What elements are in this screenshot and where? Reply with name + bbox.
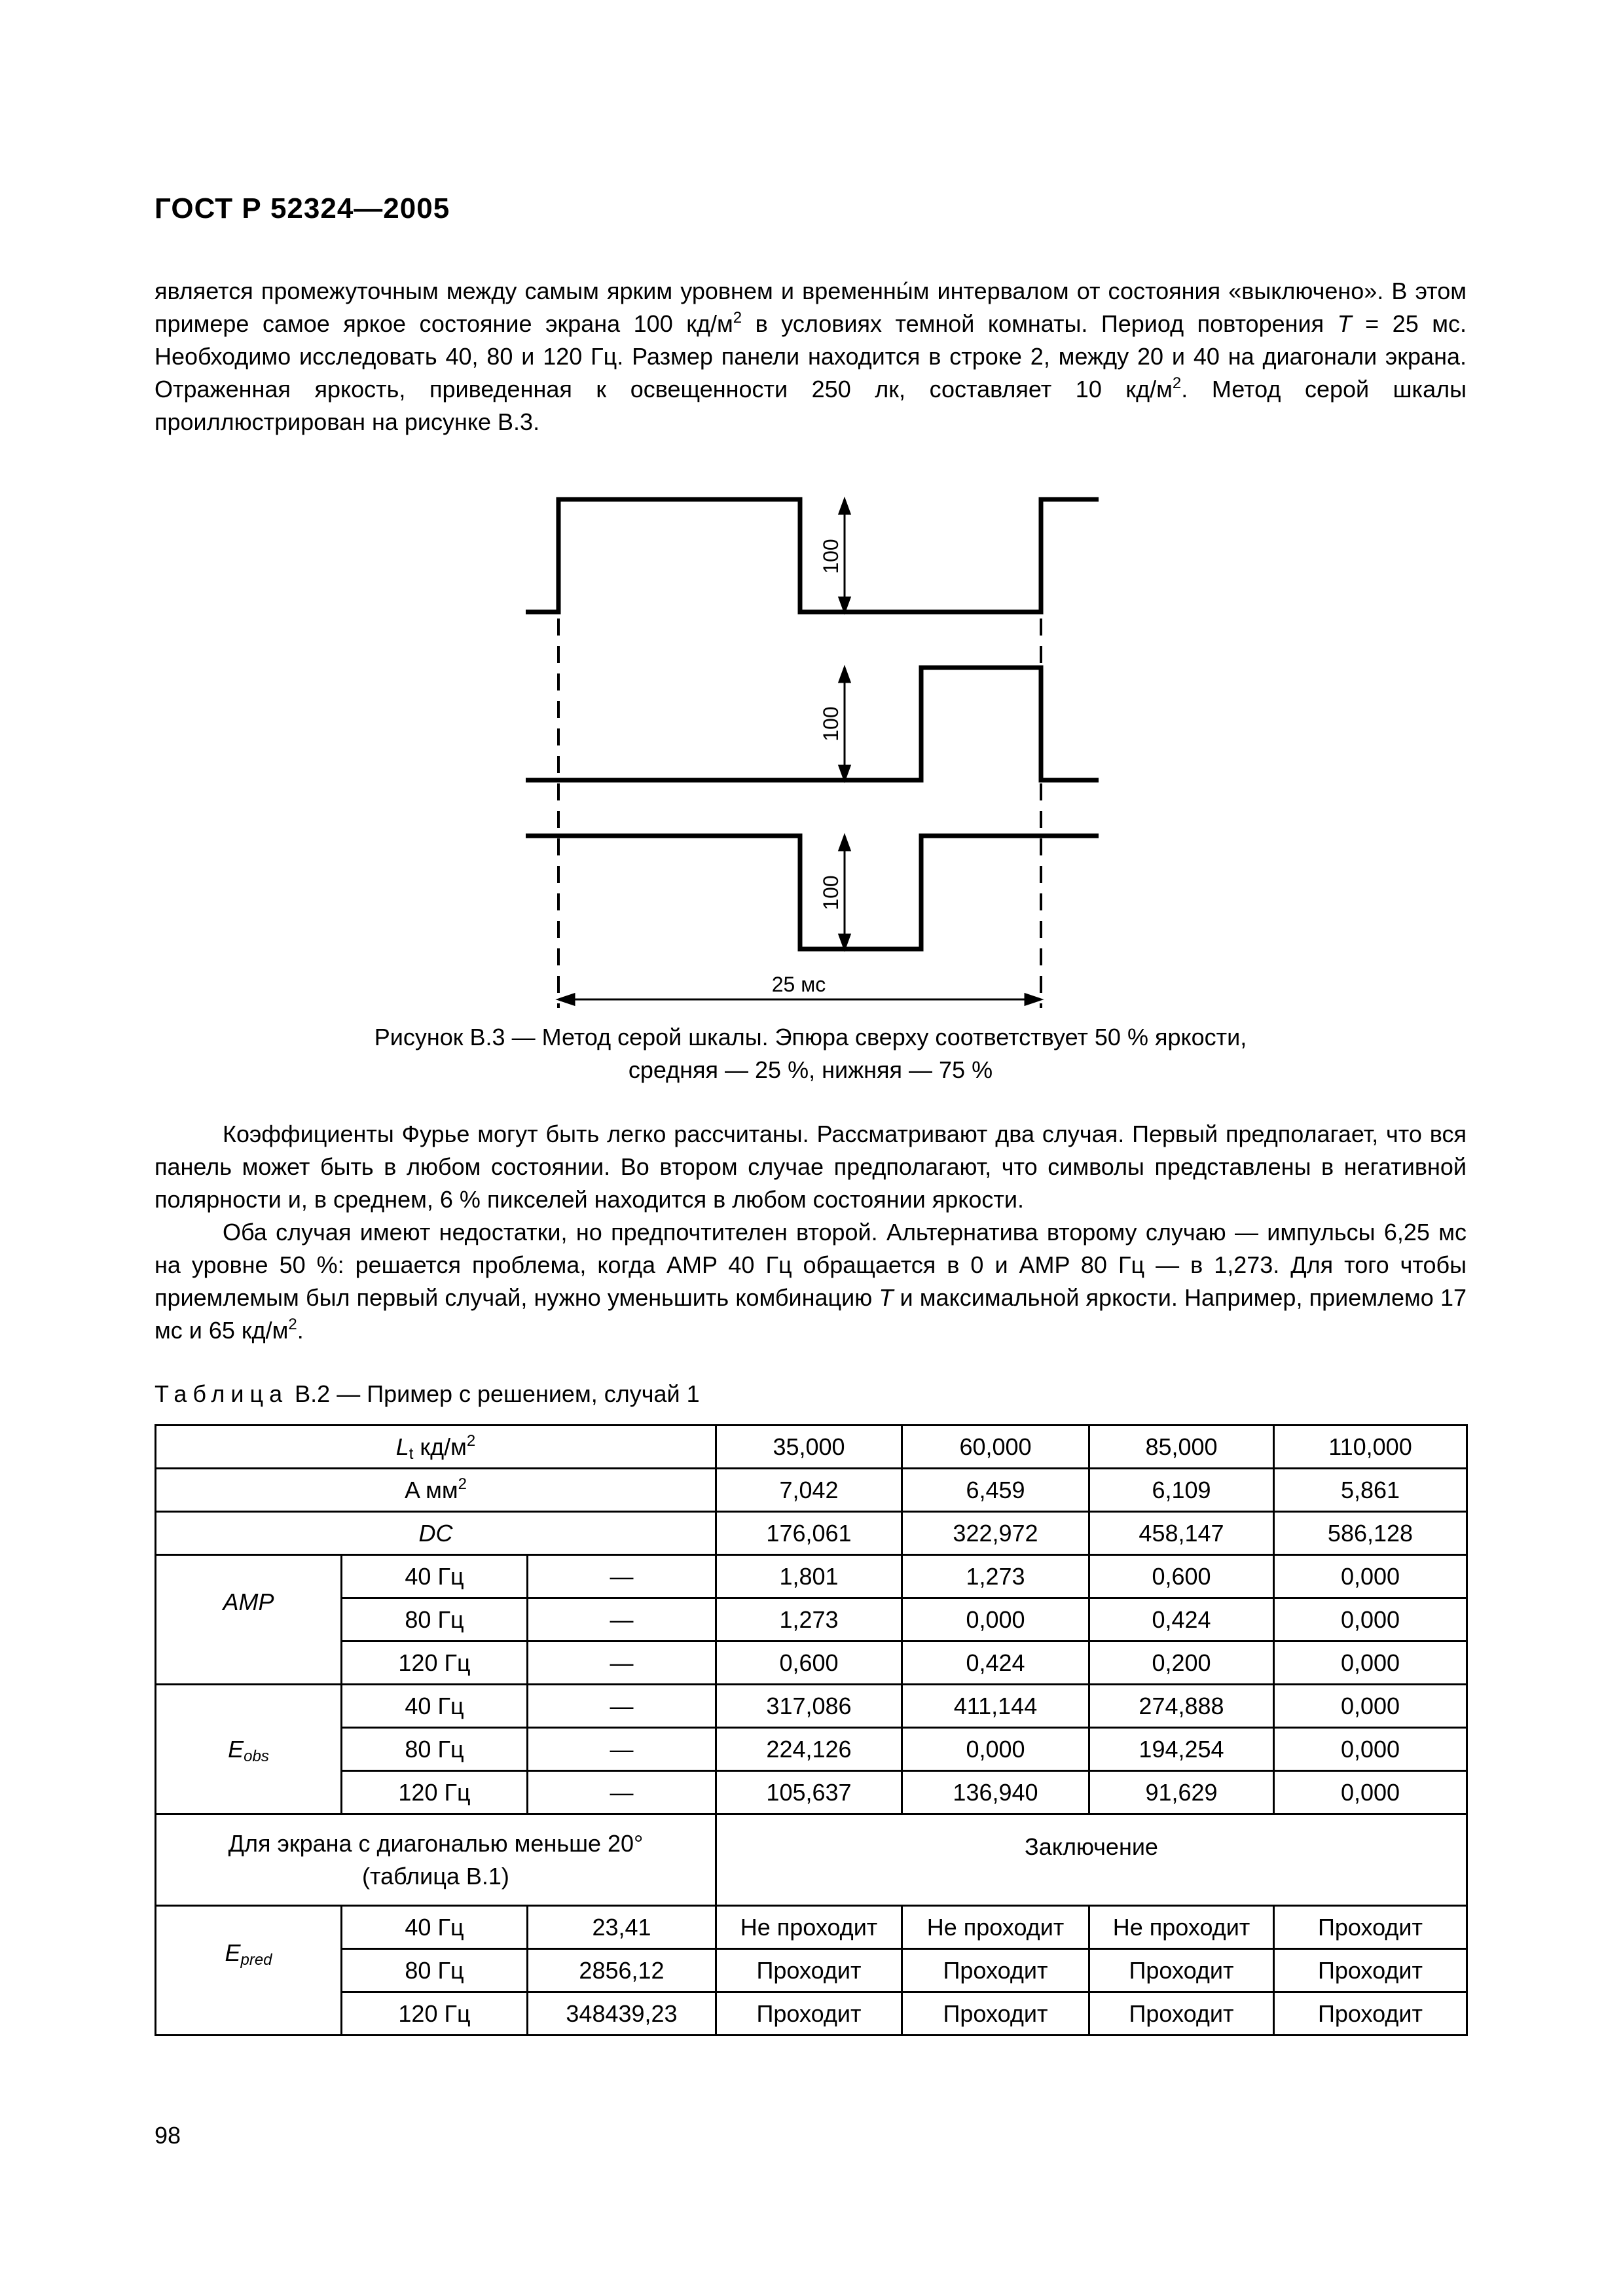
intro-text-c: = 25 мс. Необходимо исследовать 40, 80 и 120 Гц. Размер панели находится в строке 2, между 20 и 40 на диагонали экрана. Отраженная яркость, приведенная к освещенности 250 лк, составляет 10 кд/м [155, 310, 1467, 403]
freq-cell: 40 Гц [342, 1685, 528, 1728]
table-cell: 1,273 [902, 1555, 1089, 1598]
amp-text: AMP [223, 1588, 274, 1615]
label-100-middle: 100 [819, 706, 843, 742]
table-cell: 586,128 [1274, 1512, 1467, 1555]
intro-text-d: . Метод серой шкалы проиллюстрирован на рисунке В.3. [155, 376, 1467, 435]
document-header: ГОСТ Р 52324—2005 [155, 192, 450, 224]
conclusion-label: Заключение [716, 1814, 1467, 1906]
table-cell: 1,801 [716, 1555, 902, 1598]
dim-mid-arrow-up [839, 668, 850, 682]
table-cell: 1,273 [716, 1598, 902, 1641]
figure-caption-line1: Рисунок В.3 — Метод серой шкалы. Эпюра сверху соответствует 50 % яркости, [374, 1024, 1247, 1050]
paragraph-cases-c: . [297, 1317, 304, 1344]
table-row-eobs [156, 1685, 1467, 1728]
dash-cell: — [528, 1641, 716, 1685]
table-cell: 0,600 [716, 1641, 902, 1685]
table-cell: 60,000 [902, 1426, 1089, 1469]
epred-sub: pred [240, 1951, 272, 1969]
dash-cell: — [528, 1598, 716, 1641]
freq-cell: 120 Гц [342, 1771, 528, 1814]
dash-cell: — [528, 1728, 716, 1771]
waveform-top [526, 499, 1099, 612]
lt-symbol: L [395, 1433, 409, 1460]
dc-label [156, 1512, 716, 1555]
dash-cell: — [528, 1555, 716, 1598]
table-cell: 91,629 [1089, 1771, 1274, 1814]
period-arrow-right [1025, 994, 1041, 1005]
result-cell: Проходит [1089, 1992, 1274, 2036]
intro-t-symbol: T [1337, 310, 1352, 337]
result-cell: Проходит [1274, 1992, 1467, 2036]
dash-cell: — [528, 1771, 716, 1814]
result-cell: Не проходит [902, 1906, 1089, 1949]
waveform-middle [526, 668, 1099, 780]
table-cell: 5,861 [1274, 1469, 1467, 1512]
table-row-dc [156, 1512, 1467, 1555]
table-cell: 0,000 [1274, 1728, 1467, 1771]
lt-unit: кд/м [413, 1433, 467, 1460]
table-cell: 0,000 [902, 1598, 1089, 1641]
table-cell: 6,109 [1089, 1469, 1274, 1512]
table-cell: 35,000 [716, 1426, 902, 1469]
freq-cell: 80 Гц [342, 1949, 528, 1992]
table-caption-rest: В.2 — Пример с решением, случай 1 [288, 1380, 700, 1407]
label-100-bottom: 100 [819, 875, 843, 910]
result-cell: Проходит [1274, 1906, 1467, 1949]
amp-label [156, 1555, 342, 1685]
table-cell: 322,972 [902, 1512, 1089, 1555]
page-number: 98 [155, 2122, 181, 2149]
table-cell: 194,254 [1089, 1728, 1274, 1771]
intro-sup-2: 2 [1172, 374, 1182, 392]
table-cell: 0,424 [902, 1641, 1089, 1685]
paragraph-cases-b: и максимальной яркости. Например, приемлемо 17 мс и 65 кд/м [155, 1284, 1467, 1344]
table-row-amp [156, 1641, 1467, 1685]
period-label: 25 мс [771, 973, 826, 996]
dim-bot-arrow-up [839, 836, 850, 850]
figure-caption [155, 1021, 1467, 1086]
intro-text-a: является промежуточным между самым ярким уровнем и временны́м интервалом от состояния «выключено». В этом примере самое яркое состояние экрана 100 кд/м [155, 278, 1467, 337]
freq-cell: 120 Гц [342, 1992, 528, 2036]
lt-sup: 2 [466, 1431, 476, 1450]
diag-label-line2: (таблица В.1) [362, 1862, 509, 1890]
a-sup: 2 [458, 1475, 467, 1493]
table-row-amp [156, 1555, 1467, 1598]
paragraph-sup: 2 [288, 1316, 297, 1333]
a-label [156, 1469, 716, 1512]
figure-caption-line2: средняя — 25 %, нижняя — 75 % [628, 1056, 993, 1083]
table-cell: 0,000 [1274, 1598, 1467, 1641]
table-cell: 7,042 [716, 1469, 902, 1512]
result-cell: Не проходит [716, 1906, 902, 1949]
eobs-symbol: E [228, 1735, 244, 1763]
result-cell: Проходит [902, 1992, 1089, 2036]
paragraph-cases [155, 1216, 1467, 1347]
dash-cell: — [528, 1685, 716, 1728]
table-cell: 411,144 [902, 1685, 1089, 1728]
diag-label [156, 1814, 716, 1906]
table-cell: 0,000 [1274, 1685, 1467, 1728]
results-table [155, 1424, 1468, 2036]
epred-value: 348439,23 [528, 1992, 716, 2036]
period-arrow-left [558, 994, 574, 1005]
table-row-epred [156, 1949, 1467, 1992]
freq-cell: 80 Гц [342, 1598, 528, 1641]
dim-top-arrow-up [839, 499, 850, 514]
freq-cell: 80 Гц [342, 1728, 528, 1771]
result-cell: Проходит [716, 1949, 902, 1992]
table-cell: 85,000 [1089, 1426, 1274, 1469]
dc-text: DC [418, 1519, 453, 1547]
epred-value: 23,41 [528, 1906, 716, 1949]
table-cell: 176,061 [716, 1512, 902, 1555]
table-row-epred [156, 1992, 1467, 2036]
table-caption-word: Таблица [155, 1380, 289, 1407]
table-row-a [156, 1469, 1467, 1512]
table-cell: 110,000 [1274, 1426, 1467, 1469]
epred-value: 2856,12 [528, 1949, 716, 1992]
table-row-eobs [156, 1728, 1467, 1771]
label-100-top: 100 [819, 539, 843, 574]
result-cell: Проходит [1274, 1949, 1467, 1992]
table-cell: 6,459 [902, 1469, 1089, 1512]
intro-text-b: в условиях темной комнаты. Период повторения [742, 310, 1338, 337]
result-cell: Не проходит [1089, 1906, 1274, 1949]
eobs-sub: obs [244, 1747, 269, 1765]
a-text: A мм [405, 1476, 458, 1503]
table-cell: 105,637 [716, 1771, 902, 1814]
table-cell: 317,086 [716, 1685, 902, 1728]
table-cell: 136,940 [902, 1771, 1089, 1814]
eobs-label [156, 1685, 342, 1814]
freq-cell: 40 Гц [342, 1555, 528, 1598]
body-paragraphs [155, 1118, 1467, 1347]
table-cell: 0,000 [1274, 1771, 1467, 1814]
table-row-diag-header [156, 1814, 1467, 1906]
table-cell: 224,126 [716, 1728, 902, 1771]
table-cell: 0,000 [1274, 1641, 1467, 1685]
table-cell: 274,888 [1089, 1685, 1274, 1728]
freq-cell: 40 Гц [342, 1906, 528, 1949]
table-cell: 458,147 [1089, 1512, 1274, 1555]
table-row-eobs [156, 1771, 1467, 1814]
table-cell: 0,424 [1089, 1598, 1274, 1641]
result-cell: Проходит [902, 1949, 1089, 1992]
table-cell: 0,000 [902, 1728, 1089, 1771]
freq-cell: 120 Гц [342, 1641, 528, 1685]
paragraph-cases-a: Оба случая имеют недостатки, но предпочтителен второй. Альтернатива второму случаю — импульсы 6,25 мс на уровне 50 %: решается проблема, когда AMP 40 Гц обращается в 0 и AMP 80 Гц — в 1,273. Для того чтобы приемлемым был первый случай, нужно уменьшить комбинацию [155, 1219, 1467, 1311]
table-cell: 0,000 [1274, 1555, 1467, 1598]
lt-label [156, 1426, 716, 1469]
intro-sup-1: 2 [733, 309, 742, 327]
lt-sub: t [409, 1444, 414, 1463]
result-cell: Проходит [1089, 1949, 1274, 1992]
table-cell: 0,600 [1089, 1555, 1274, 1598]
epred-label [156, 1906, 342, 2036]
table-caption [155, 1378, 700, 1410]
epred-symbol: E [225, 1939, 241, 1966]
paragraph-fourier: Коэффициенты Фурье могут быть легко рассчитаны. Рассматривают два случая. Первый предполагает, что вся панель может быть в любом состоянии. Во втором случае предполагают, что символы представлены в негативной полярности и, в среднем, 6 % пикселей находится в любом состоянии яркости. [155, 1121, 1467, 1213]
result-cell: Проходит [716, 1992, 902, 2036]
table-row-epred [156, 1906, 1467, 1949]
grey-scale-diagram [0, 0, 1623, 1021]
paragraph-t-symbol: T [879, 1284, 894, 1311]
table-row-amp [156, 1598, 1467, 1641]
table-cell: 0,200 [1089, 1641, 1274, 1685]
diag-label-line1: Для экрана с диагональю меньше 20° [228, 1829, 644, 1857]
waveform-bottom [526, 836, 1099, 949]
table-row-lt [156, 1426, 1467, 1469]
